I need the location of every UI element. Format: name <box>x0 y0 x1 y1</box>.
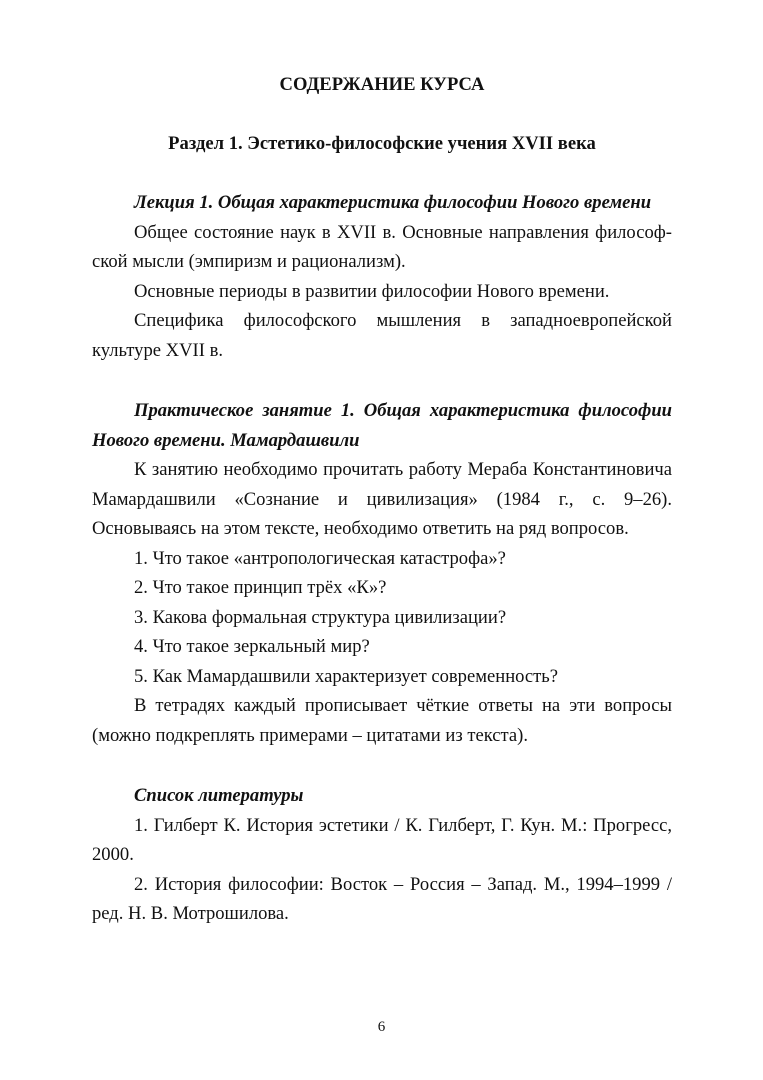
lecture-paragraph: Основные периоды в развитии философии Нового времени. <box>134 280 610 302</box>
question-item: 1. Что такое «антропологическая катастрофа»? <box>134 547 506 569</box>
course-title: СОДЕРЖАНИЕ КУРСА <box>279 74 485 95</box>
question-item: 2. Что такое принцип трёх «К»? <box>134 577 387 598</box>
question-item: 3. Какова формальная структура цивилизации? <box>134 606 507 628</box>
practice-intro: К занятию необходимо прочитать работу Мераба Константиновича Мамардашвили «Сознание и цивилизация» (1984 г., с. 9–26). Основываясь на этом тексте, необходимо ответить на ряд вопросов. <box>92 459 672 539</box>
lecture-paragraph: Общее состояние наук в XVII в. Основные направления философской мысли (эмпиризм и рационализм). <box>92 221 672 272</box>
section-title: Раздел 1. Эстетико-философские учения XVII века <box>168 132 596 154</box>
literature-heading: Список литературы <box>134 785 304 806</box>
practice-closing: В тетрадях каждый прописывает чёткие ответы на эти вопросы (можно подкреплять примерами – цитатами из текста). <box>92 695 672 746</box>
literature-item: 2. История философии: Восток – Россия – Запад. М., 1994–1999 / ред. Н. В. Мотрошилова. <box>92 873 672 924</box>
question-item: 4. Что такое зеркальный мир? <box>134 636 370 657</box>
practice-heading: Практическое занятие 1. Общая характеристика философии Нового времени. Мамардашвили <box>92 400 672 451</box>
document-page <box>92 70 672 929</box>
literature-item: 1. Гилберт К. История эстетики / К. Гилберт, Г. Кун. М.: Прогресс, 2000. <box>92 814 672 865</box>
lecture-heading: Лекция 1. Общая характеристика философии Нового времени <box>134 192 652 213</box>
lecture-paragraph: Специфика философского мышления в западноевропейской культуре XVII в. <box>92 310 672 361</box>
question-item: 5. Как Мамардашвили характеризует современность? <box>134 665 559 687</box>
page-number: 6 <box>377 1019 386 1035</box>
